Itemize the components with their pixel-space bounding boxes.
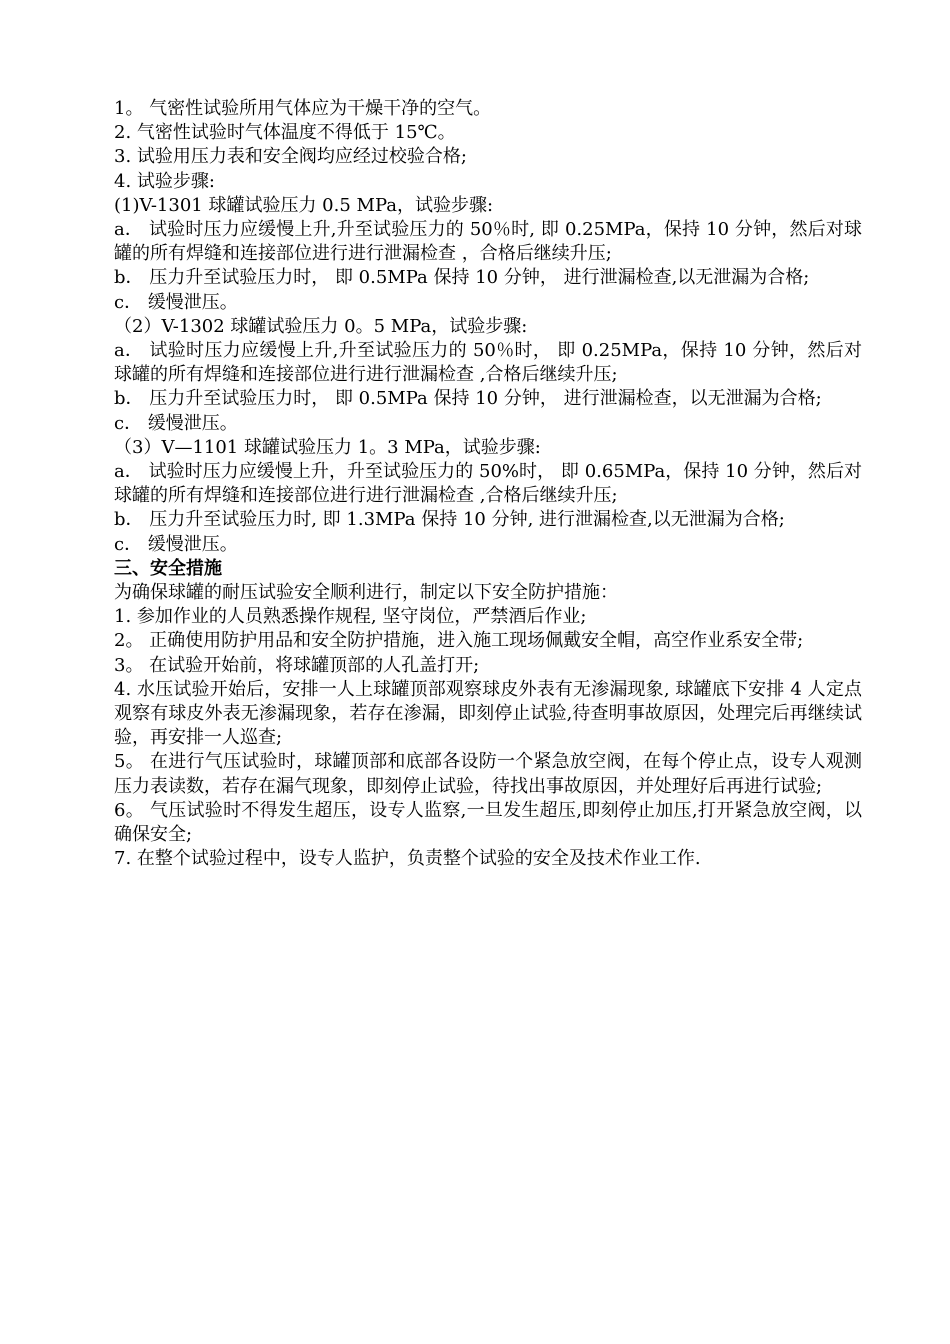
section-heading-safety: 三、安全措施 <box>114 557 222 579</box>
paragraph-v1302-title: （2）V-1302 球罐试验压力 0。5 MPa，试验步骤: <box>114 315 528 337</box>
paragraph-test-steps-heading: 4. 试验步骤: <box>114 170 215 192</box>
paragraph-gauge-calibration: 3. 试验用压力表和安全阀均应经过校验合格; <box>114 146 467 168</box>
paragraph-safety-item-7: 7. 在整个试验过程中，设专人监护，负责整个试验的安全及技术作业工作. <box>114 848 701 870</box>
paragraph-v1101-title: （3）V—1101 球罐试验压力 1。3 MPa，试验步骤: <box>114 436 541 458</box>
paragraph-v1101-step-c: c． 缓慢泄压。 <box>114 533 238 555</box>
paragraph-safety-item-2: 2。 正确使用防护用品和安全防护措施，进入施工现场佩戴安全帽，高空作业系安全带; <box>114 630 804 652</box>
document-page <box>114 97 862 872</box>
paragraph-safety-item-1: 1. 参加作业的人员熟悉操作规程, 坚守岗位，严禁酒后作业; <box>114 606 587 628</box>
paragraph-v1301-step-b: b． 压力升至试验压力时， 即 0.5MPa 保持 10 分钟， 进行泄漏检查,以无泄漏为合格; <box>114 267 810 289</box>
paragraph-v1302-step-a: a． 试验时压力应缓慢上升,升至试验压力的 50％时， 即 0.25MPa，保持 10 分钟，然后对球罐的所有焊缝和连接部位进行进行泄漏检查 ,合格后继续升压; <box>114 340 862 386</box>
paragraph-safety-item-6: 6。 气压试验时不得发生超压，设专人监察,一旦发生超压,即刻停止加压,打开紧急放空阀，以确保安全; <box>114 799 862 846</box>
paragraph-v1301-step-a: a． 试验时压力应缓慢上升,升至试验压力的 50％时, 即 0.25MPa，保持 10 分钟，然后对球罐的所有焊缝和连接部位进行进行泄漏检查 ，合格后继续升压; <box>114 219 862 265</box>
paragraph-safety-item-4: 4. 水压试验开始后，安排一人上球罐顶部观察球皮外表有无渗漏现象, 球罐底下安排 4 人定点观察有球皮外表无渗漏现象，若存在渗漏，即刻停止试验,待查明事故原因，处理完后再继续试验，再安排一人巡查; <box>114 678 862 749</box>
paragraph-v1301-step-c: c． 缓慢泄压。 <box>114 291 238 313</box>
paragraph-safety-item-3: 3。 在试验开始前，将球罐顶部的人孔盖打开; <box>114 654 480 676</box>
paragraph-v1301-title: (1)V-1301 球罐试验压力 0.5 MPa，试验步骤: <box>114 194 494 216</box>
paragraph-v1302-step-c: c． 缓慢泄压。 <box>114 412 238 434</box>
paragraph-v1101-step-a: a． 试验时压力应缓慢上升，升至试验压力的 50%时， 即 0.65MPa，保持 10 分钟，然后对球罐的所有焊缝和连接部位进行进行泄漏检查 ,合格后继续升压; <box>114 461 862 507</box>
paragraph-safety-item-5: 5。 在进行气压试验时，球罐顶部和底部各设防一个紧急放空阀，在每个停止点，设专人观测压力表读数，若存在漏气现象，即刻停止试验，待找出事故原因，并处理好后再进行试验; <box>114 751 862 797</box>
paragraph-gas-temperature: 2. 气密性试验时气体温度不得低于 15℃。 <box>114 122 456 144</box>
paragraph-safety-intro: 为确保球罐的耐压试验安全顺利进行，制定以下安全防护措施： <box>114 582 618 604</box>
paragraph-v1302-step-b: b． 压力升至试验压力时， 即 0.5MPa 保持 10 分钟， 进行泄漏检查，以无泄漏为合格; <box>114 388 822 410</box>
paragraph-v1101-step-b: b． 压力升至试验压力时, 即 1.3MPa 保持 10 分钟, 进行泄漏检查,以无泄漏为合格; <box>114 509 785 531</box>
paragraph-gas-medium: 1。 气密性试验所用气体应为干燥干净的空气。 <box>114 98 492 119</box>
